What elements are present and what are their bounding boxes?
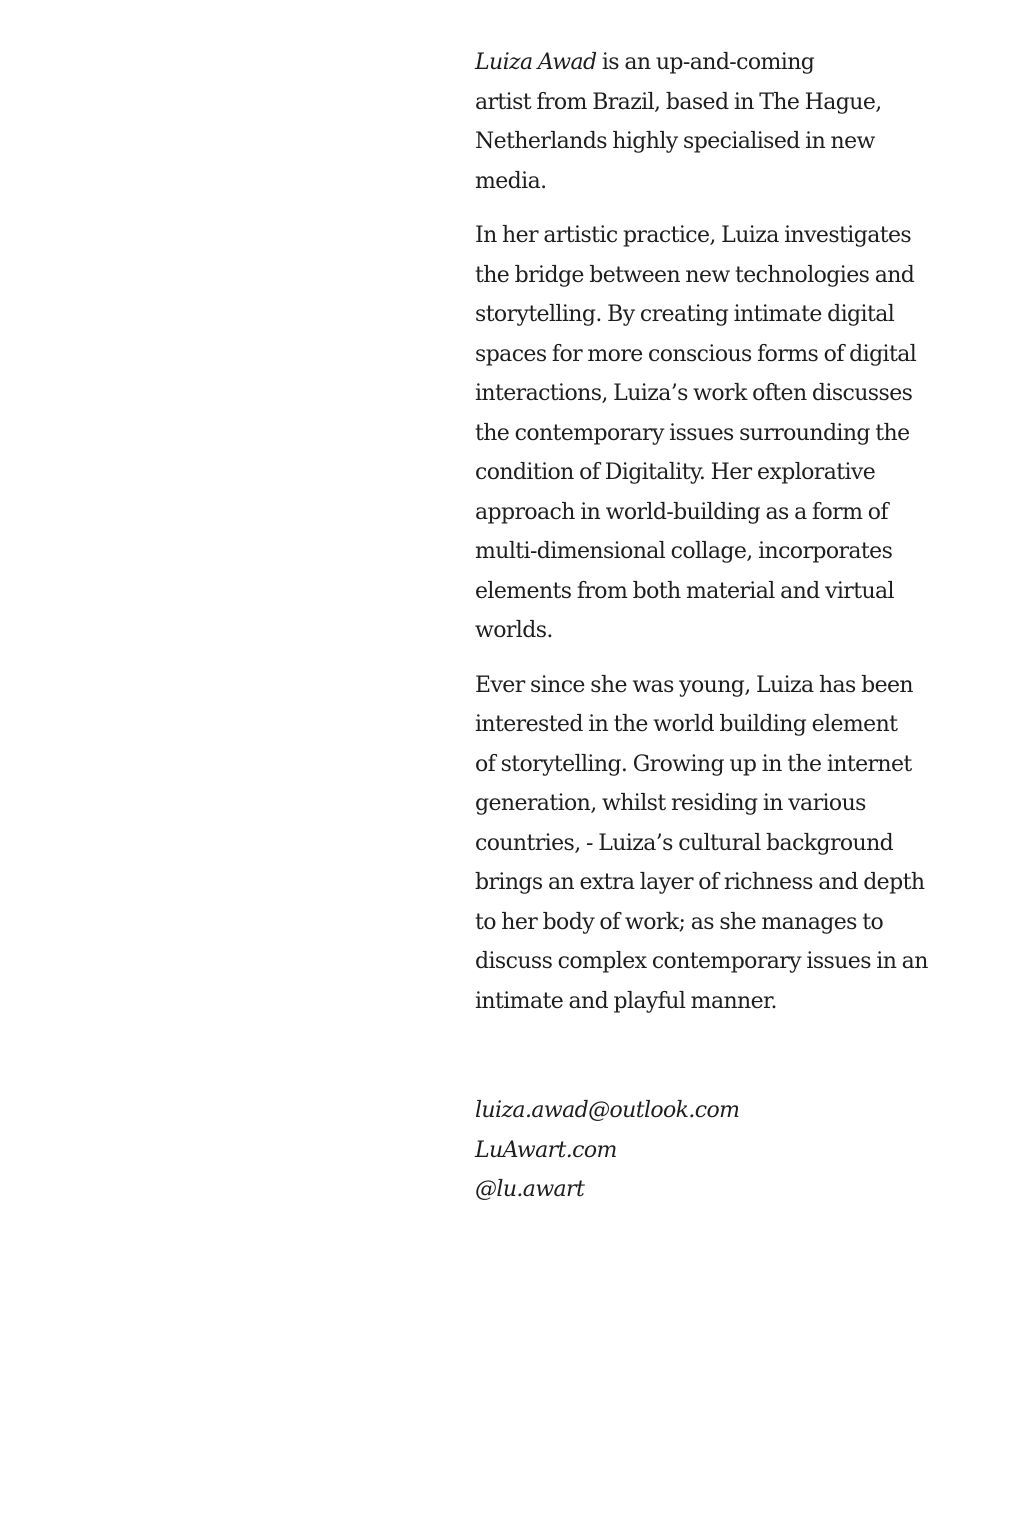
practice-line: spaces for more conscious forms of digital <box>475 341 917 367</box>
practice-line: condition of Digitality. Her explorative <box>475 460 876 485</box>
intro-paragraph <box>475 43 965 201</box>
background-line: intimate and playful manner. <box>475 988 777 1014</box>
intro-line-2: artist from Brazil, based in The Hague, <box>475 89 882 115</box>
background-line: to her body of work; as she manages to <box>475 909 884 935</box>
intro-line-3: Netherlands highly specialised in new <box>475 129 875 154</box>
background-line: generation, whilst residing in various <box>475 791 866 816</box>
background-line: Ever since she was young, Luiza has been <box>475 672 914 698</box>
practice-line: In her artistic practice, Luiza investigates <box>475 223 912 248</box>
contact-spacer <box>475 1036 965 1091</box>
practice-line: worlds. <box>475 618 553 643</box>
practice-line: interactions, Luiza’s work often discusses <box>475 381 913 406</box>
background-line: of storytelling. Growing up in the internet <box>475 751 912 777</box>
practice-line: the bridge between new technologies and <box>475 262 915 288</box>
background-line: interested in the world building element <box>475 712 898 737</box>
practice-line: elements from both material and virtual <box>475 578 894 604</box>
background-line: brings an extra layer of richness and depth <box>475 870 925 895</box>
artist-name: Luiza Awad <box>475 50 597 75</box>
practice-line: multi-dimensional collage, incorporates <box>475 539 893 564</box>
intro-line-1 <box>475 43 965 83</box>
intro-line-4: media. <box>475 168 547 194</box>
contact-email[interactable]: luiza.awad@outlook.com <box>475 1098 740 1123</box>
background-line: countries, - Luiza’s cultural background <box>475 830 894 856</box>
background-line: discuss complex contemporary issues in an <box>475 949 928 974</box>
contact-website[interactable]: LuAwart.com <box>475 1137 617 1163</box>
bio-text-column <box>475 43 965 1210</box>
practice-line: approach in world-building as a form of <box>475 499 888 525</box>
contact-block <box>475 1091 965 1210</box>
practice-paragraph <box>475 216 965 651</box>
practice-line: storytelling. By creating intimate digital <box>475 302 895 327</box>
background-paragraph <box>475 666 965 1022</box>
practice-line: the contemporary issues surrounding the <box>475 420 910 446</box>
contact-social-handle[interactable]: @lu.awart <box>475 1177 585 1202</box>
intro-line-1-text: is an up-and-coming <box>596 50 815 75</box>
